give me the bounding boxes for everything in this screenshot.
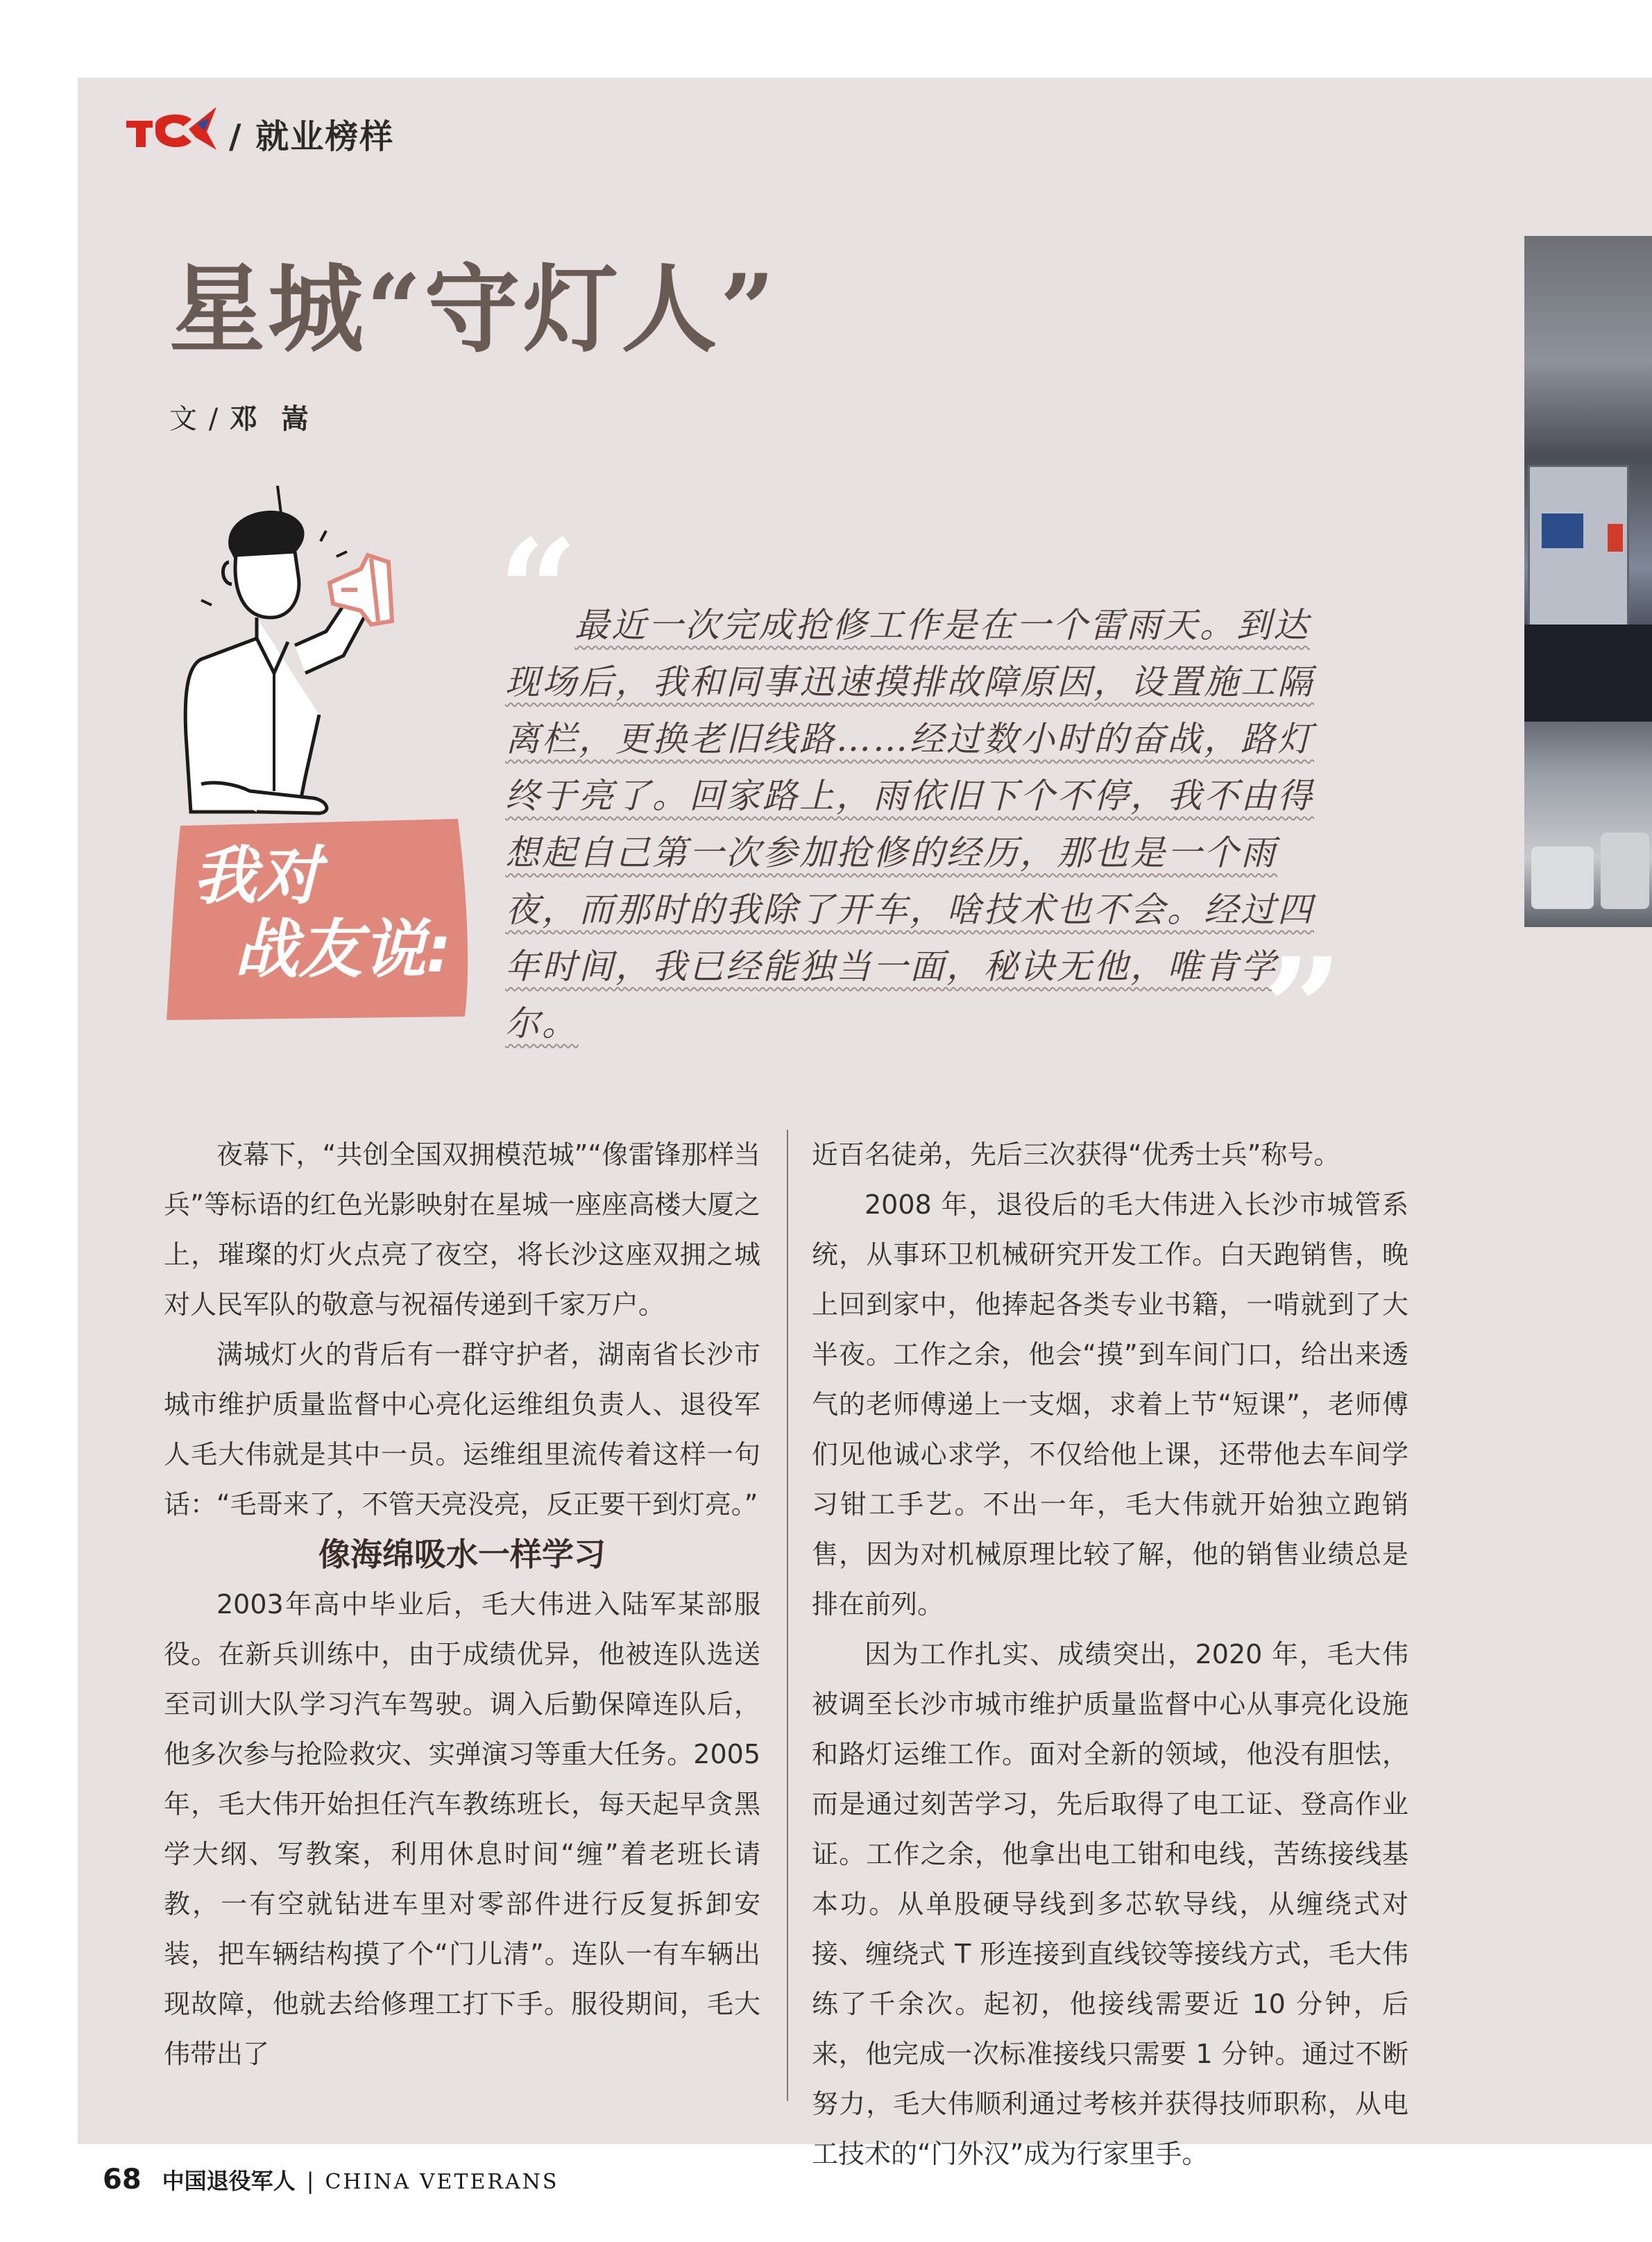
author-name: 邓 嵩 — [229, 403, 316, 435]
column-divider — [787, 1130, 788, 2101]
electrical-cabinet-photo — [1524, 236, 1652, 927]
byline-prefix: 文 / — [169, 403, 230, 435]
open-quote-mark: “ — [498, 509, 579, 672]
page-footer — [103, 2164, 559, 2196]
speech-line-1: 我对 — [193, 839, 321, 913]
section-subheading: 像海绵吸水一样学习 — [318, 1536, 606, 1573]
close-quote-mark: ” — [1263, 928, 1343, 1091]
paragraph: 2008 年，退役后的毛大伟进入长沙市城管系统，从事环卫机械研究开发工作。白天跑销售，晚上回到家中，他捧起各类专业书籍，一啃就到了大半夜。工作之余，他会“摸”到车间门口，给出来透气的老师傅递上一支烟，求着上节“短课”，老师傅们见他诚心求学，不仅给他上课，还带他去车间学习钳工手艺。不出一年，毛大伟就开始独立跑销售，因为对机械原理比较了解，他的销售业绩总是排在前列。 — [812, 1189, 1408, 1620]
magazine-name-en: CHINA VETERANS — [325, 2170, 559, 2194]
byline — [169, 397, 316, 436]
page-number: 68 — [103, 2164, 142, 2196]
pull-quote — [505, 597, 1345, 1052]
section-label: / 就业榜样 — [229, 117, 395, 156]
speech-heading — [193, 840, 470, 987]
article-column-right — [812, 1130, 1408, 2179]
paragraph: 满城灯火的背后有一群守护者，湖南省长沙市城市维护质量监督中心亮化运维组负责人、退役军人毛大伟就是其中一员。运维组里流传着这样一句话：“毛哥来了，不管天亮没亮，反正要干到灯亮。” — [164, 1339, 760, 1520]
article-title: 星城“守灯人” — [169, 253, 778, 366]
pull-quote-text: 最近一次完成抢修工作是在一个雷雨天。到达现场后，我和同事迅速摸排故障原因，设置施工隔离栏，更换老旧线路……经过数小时的奋战，路灯终于亮了。回家路上，雨依旧下个不停，我不由得想起自己第一次参加抢修的经历，那也是一个雨夜，而那时的我除了开车，啥技术也不会。经过四年时间，我已经能独当一面，秘诀无他，唯肯学尔。 — [505, 605, 1314, 1044]
magazine-name: 中国退役军人 — [162, 2168, 296, 2194]
paragraph: 因为工作扎实、成绩突出，2020 年，毛大伟被调至长沙市城市维护质量监督中心从事亮化设施和路灯运维工作。面对全新的领域，他没有胆怯，而是通过刻苦学习，先后取得了电工证、登高作业证。工作之余，他拿出电工钳和电线，苦练接线基本功。从单股硬导线到多芯软导线，从缠绕式对接、缠绕式 T 形连接到直线铰等接线方式，毛大伟练了千余次。起初，他接线需要近 10 分钟，后来，他完成一次标准接线只需要 1 分钟。通过不断努力，毛大伟顺利通过考核并获得技师职称，从电工技术的“门外汉”成为行家里手。 — [812, 1639, 1408, 2169]
article-column-left — [164, 1130, 760, 2079]
paragraph: 2003年高中毕业后，毛大伟进入陆军某部服役。在新兵训练中，由于成绩优异，他被连队选送至司训大队学习汽车驾驶。调入后勤保障连队后，他多次参与抢险救灾、实弹演习等重大任务。2005 年，毛大伟开始担任汽车教练班长，每天起早贪黑学大纲、写教案，利用休息时间“缠”着老班长请教，一有空就钻进车里对零部件进行反复拆卸安装，把车辆结构摸了个“门儿清”。连队一有车辆出现故障，他就去给修理工打下手。服役期间，毛大伟带出了 — [164, 1589, 760, 2069]
speech-line-2: 战友说: — [235, 912, 452, 987]
magazine-logo — [125, 104, 219, 153]
paragraph: 夜幕下，“共创全国双拥模范城”“像雷锋那样当兵”等标语的红色光影映射在星城一座座高楼大厦之上，璀璨的灯火点亮了夜空，将长沙这座双拥之城对人民军队的敬意与祝福传递到千家万户。 — [164, 1139, 760, 1320]
footer-separator: | — [306, 2168, 314, 2194]
paragraph: 近百名徒弟，先后三次获得“优秀士兵”称号。 — [812, 1139, 1340, 1170]
